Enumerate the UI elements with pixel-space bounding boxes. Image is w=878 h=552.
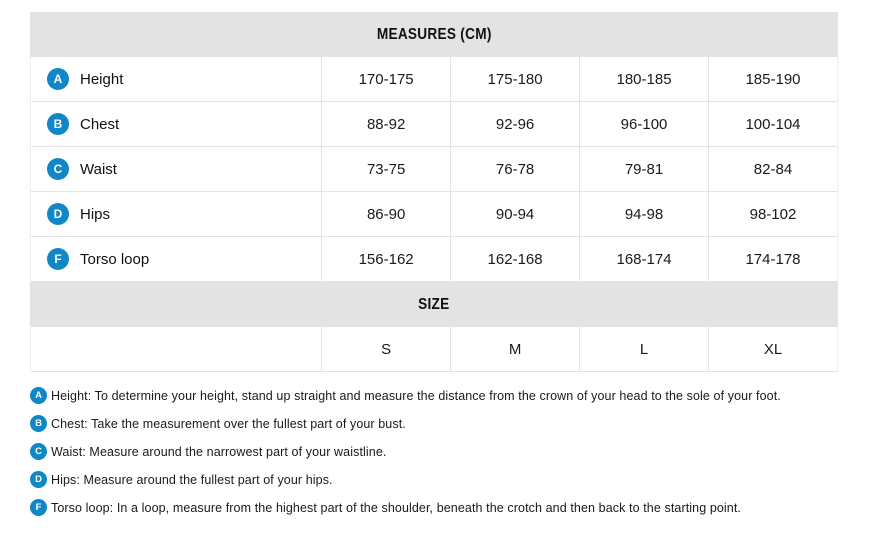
table-row-sizes xyxy=(30,327,838,372)
value-cell: 96-100 xyxy=(579,102,708,146)
size-header-title: SIZE xyxy=(418,295,450,313)
row-label-cell xyxy=(31,57,321,101)
value-cell: 180-185 xyxy=(579,57,708,101)
row-label-cell xyxy=(31,102,321,146)
value-cell: 168-174 xyxy=(579,237,708,281)
value-cell: 94-98 xyxy=(579,192,708,236)
row-label: Waist xyxy=(80,160,117,178)
table-row-chest xyxy=(30,102,838,147)
size-header-band xyxy=(30,282,838,327)
value-cell: 92-96 xyxy=(450,102,579,146)
value-cell: 175-180 xyxy=(450,57,579,101)
size-cell-xl: XL xyxy=(708,327,837,371)
size-cell-l: L xyxy=(579,327,708,371)
note-waist xyxy=(30,443,781,460)
table-row-waist xyxy=(30,147,838,192)
row-label: Hips xyxy=(80,205,111,223)
measure-badge-b: B xyxy=(47,113,69,135)
note-badge-f: F xyxy=(30,499,47,516)
row-label-cell xyxy=(31,192,321,236)
measure-badge-d: D xyxy=(47,203,69,225)
value-cell: 156-162 xyxy=(321,237,450,281)
row-label: Chest xyxy=(80,115,120,133)
value-cell: 88-92 xyxy=(321,102,450,146)
row-label-cell-empty xyxy=(31,327,321,371)
note-badge-a: A xyxy=(30,387,47,404)
note-torso-loop xyxy=(30,499,781,516)
note-hips xyxy=(30,471,781,488)
size-chart-table xyxy=(30,12,838,372)
note-badge-b: B xyxy=(30,415,47,432)
note-badge-d: D xyxy=(30,471,47,488)
measure-badge-a: A xyxy=(47,68,69,90)
note-badge-c: C xyxy=(30,443,47,460)
value-cell: 73-75 xyxy=(321,147,450,191)
row-label-cell xyxy=(31,237,321,281)
note-text: Torso loop: In a loop, measure from the highest part of the shoulder, beneath the crotch and then back to the starting point. xyxy=(51,500,742,515)
measures-header-title: MEASURES (CM) xyxy=(376,25,492,43)
value-cell: 82-84 xyxy=(708,147,837,191)
table-row-torso-loop xyxy=(30,237,838,282)
value-cell: 98-102 xyxy=(708,192,837,236)
note-chest xyxy=(30,415,781,432)
measure-badge-f: F xyxy=(47,248,69,270)
row-label-cell xyxy=(31,147,321,191)
value-cell: 76-78 xyxy=(450,147,579,191)
value-cell: 185-190 xyxy=(708,57,837,101)
note-text: Height: To determine your height, stand up straight and measure the distance from the crown of your head to the sole of your foot. xyxy=(51,388,781,403)
note-height xyxy=(30,387,781,404)
size-cell-s: S xyxy=(321,327,450,371)
note-text: Chest: Take the measurement over the fullest part of your bust. xyxy=(51,416,406,431)
note-text: Hips: Measure around the fullest part of your hips. xyxy=(51,472,333,487)
table-row-hips xyxy=(30,192,838,237)
measurement-notes xyxy=(30,387,781,516)
row-label: Height xyxy=(80,70,124,88)
value-cell: 86-90 xyxy=(321,192,450,236)
value-cell: 162-168 xyxy=(450,237,579,281)
note-text: Waist: Measure around the narrowest part of your waistline. xyxy=(51,444,387,459)
measure-badge-c: C xyxy=(47,158,69,180)
value-cell: 174-178 xyxy=(708,237,837,281)
measures-header-band xyxy=(30,12,838,57)
value-cell: 170-175 xyxy=(321,57,450,101)
size-cell-m: M xyxy=(450,327,579,371)
value-cell: 90-94 xyxy=(450,192,579,236)
table-row-height xyxy=(30,57,838,102)
row-label: Torso loop xyxy=(80,250,150,268)
value-cell: 100-104 xyxy=(708,102,837,146)
value-cell: 79-81 xyxy=(579,147,708,191)
